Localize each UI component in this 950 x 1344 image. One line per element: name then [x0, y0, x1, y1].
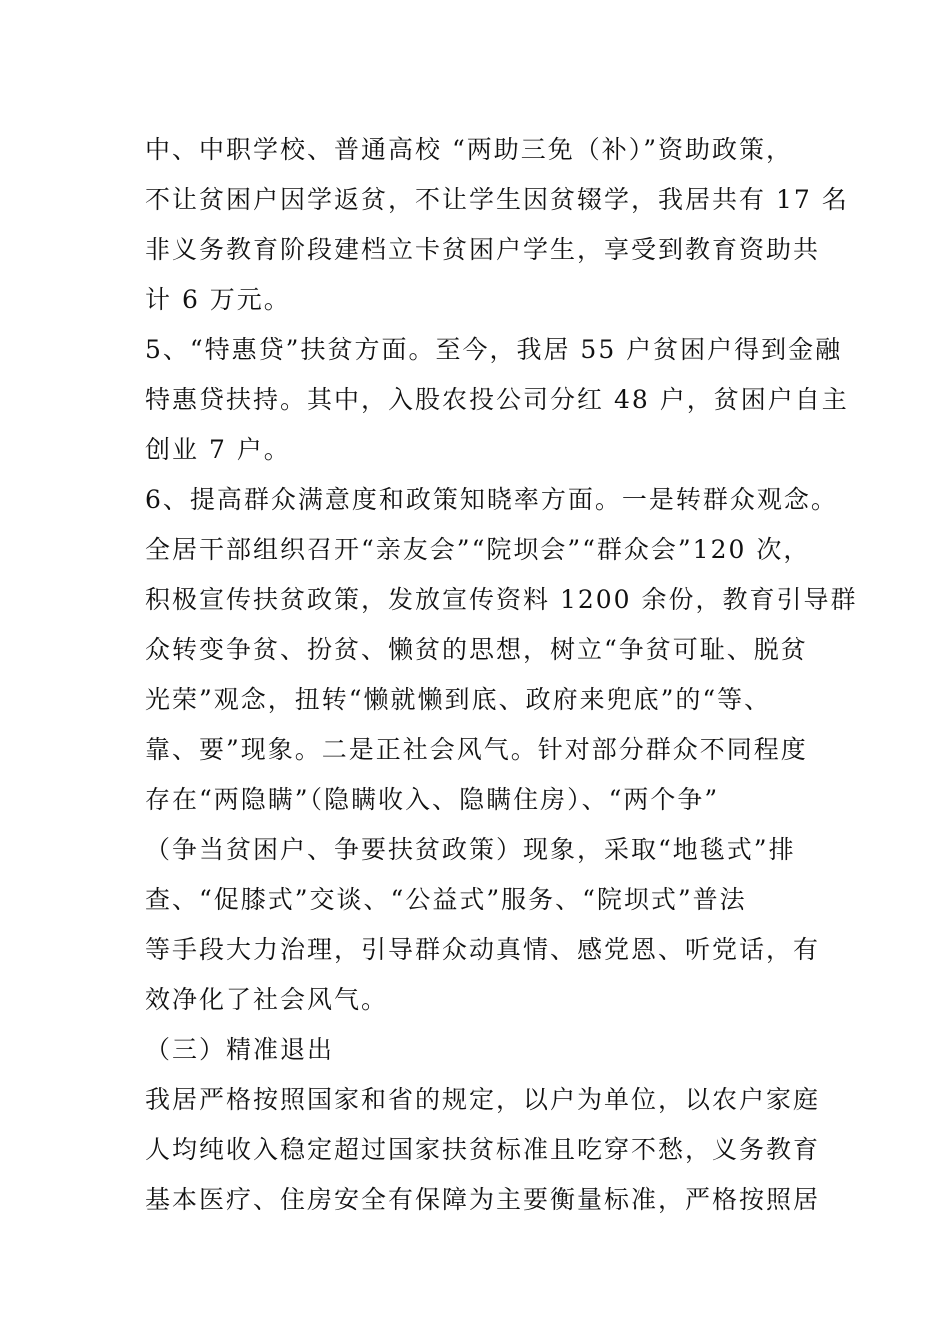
text-line: 众转变争贫、扮贫、懒贫的思想，树立“争贫可耻、脱贫 — [145, 635, 808, 664]
text-line: 不让贫困户因学返贫，不让学生因贫辍学，我居共有 17 名 — [145, 185, 849, 214]
text-line: 中、中职学校、普通高校 “两助三免（补）”资助政策， — [145, 135, 794, 164]
text-line: 等手段大力治理，引导群众动真情、感党恩、听党话，有 — [145, 935, 821, 964]
text-line: 特惠贷扶持。其中，入股农投公司分红 48 户，贫困户自主 — [145, 385, 849, 414]
text-line: 靠、要”现象。二是正社会风气。针对部分群众不同程度 — [145, 735, 808, 764]
text-line: 6、提高群众满意度和政策知晓率方面。一是转群众观念。 — [145, 485, 838, 514]
text-line: 存在“两隐瞒”（隐瞒收入、隐瞒住房）、“两个争” — [145, 785, 720, 814]
text-line: 我居严格按照国家和省的规定，以户为单位，以农户家庭 — [145, 1085, 821, 1114]
section-heading: （三）精准退出 — [145, 1035, 335, 1064]
text-line: 查、“促膝式”交谈、“公益式”服务、“院坝式”普法 — [145, 885, 747, 914]
text-line: （争当贫困户、争要扶贫政策）现象，采取“地毯式”排 — [145, 835, 796, 864]
text-line: 光荣”观念，扭转“懒就懒到底、政府来兜底”的“等、 — [145, 685, 772, 714]
text-line: 计 6 万元。 — [145, 285, 291, 314]
text-line: 全居干部组织召开“亲友会”“院坝会”“群众会”120 次， — [145, 535, 811, 564]
text-line: 积极宣传扶贫政策，发放宣传资料 1200 余份，教育引导群 — [145, 585, 858, 614]
text-line: 效净化了社会风气。 — [145, 985, 389, 1014]
text-line: 非义务教育阶段建档立卡贫困户学生，享受到教育资助共 — [145, 235, 821, 264]
text-line: 基本医疗、住房安全有保障为主要衡量标准，严格按照居 — [145, 1185, 821, 1214]
text-line: 人均纯收入稳定超过国家扶贫标准且吃穿不愁，义务教育 — [145, 1135, 821, 1164]
text-line: 创业 7 户。 — [145, 435, 291, 464]
text-line: 5、“特惠贷”扶贫方面。至今，我居 55 户贫困户得到金融 — [145, 335, 843, 364]
